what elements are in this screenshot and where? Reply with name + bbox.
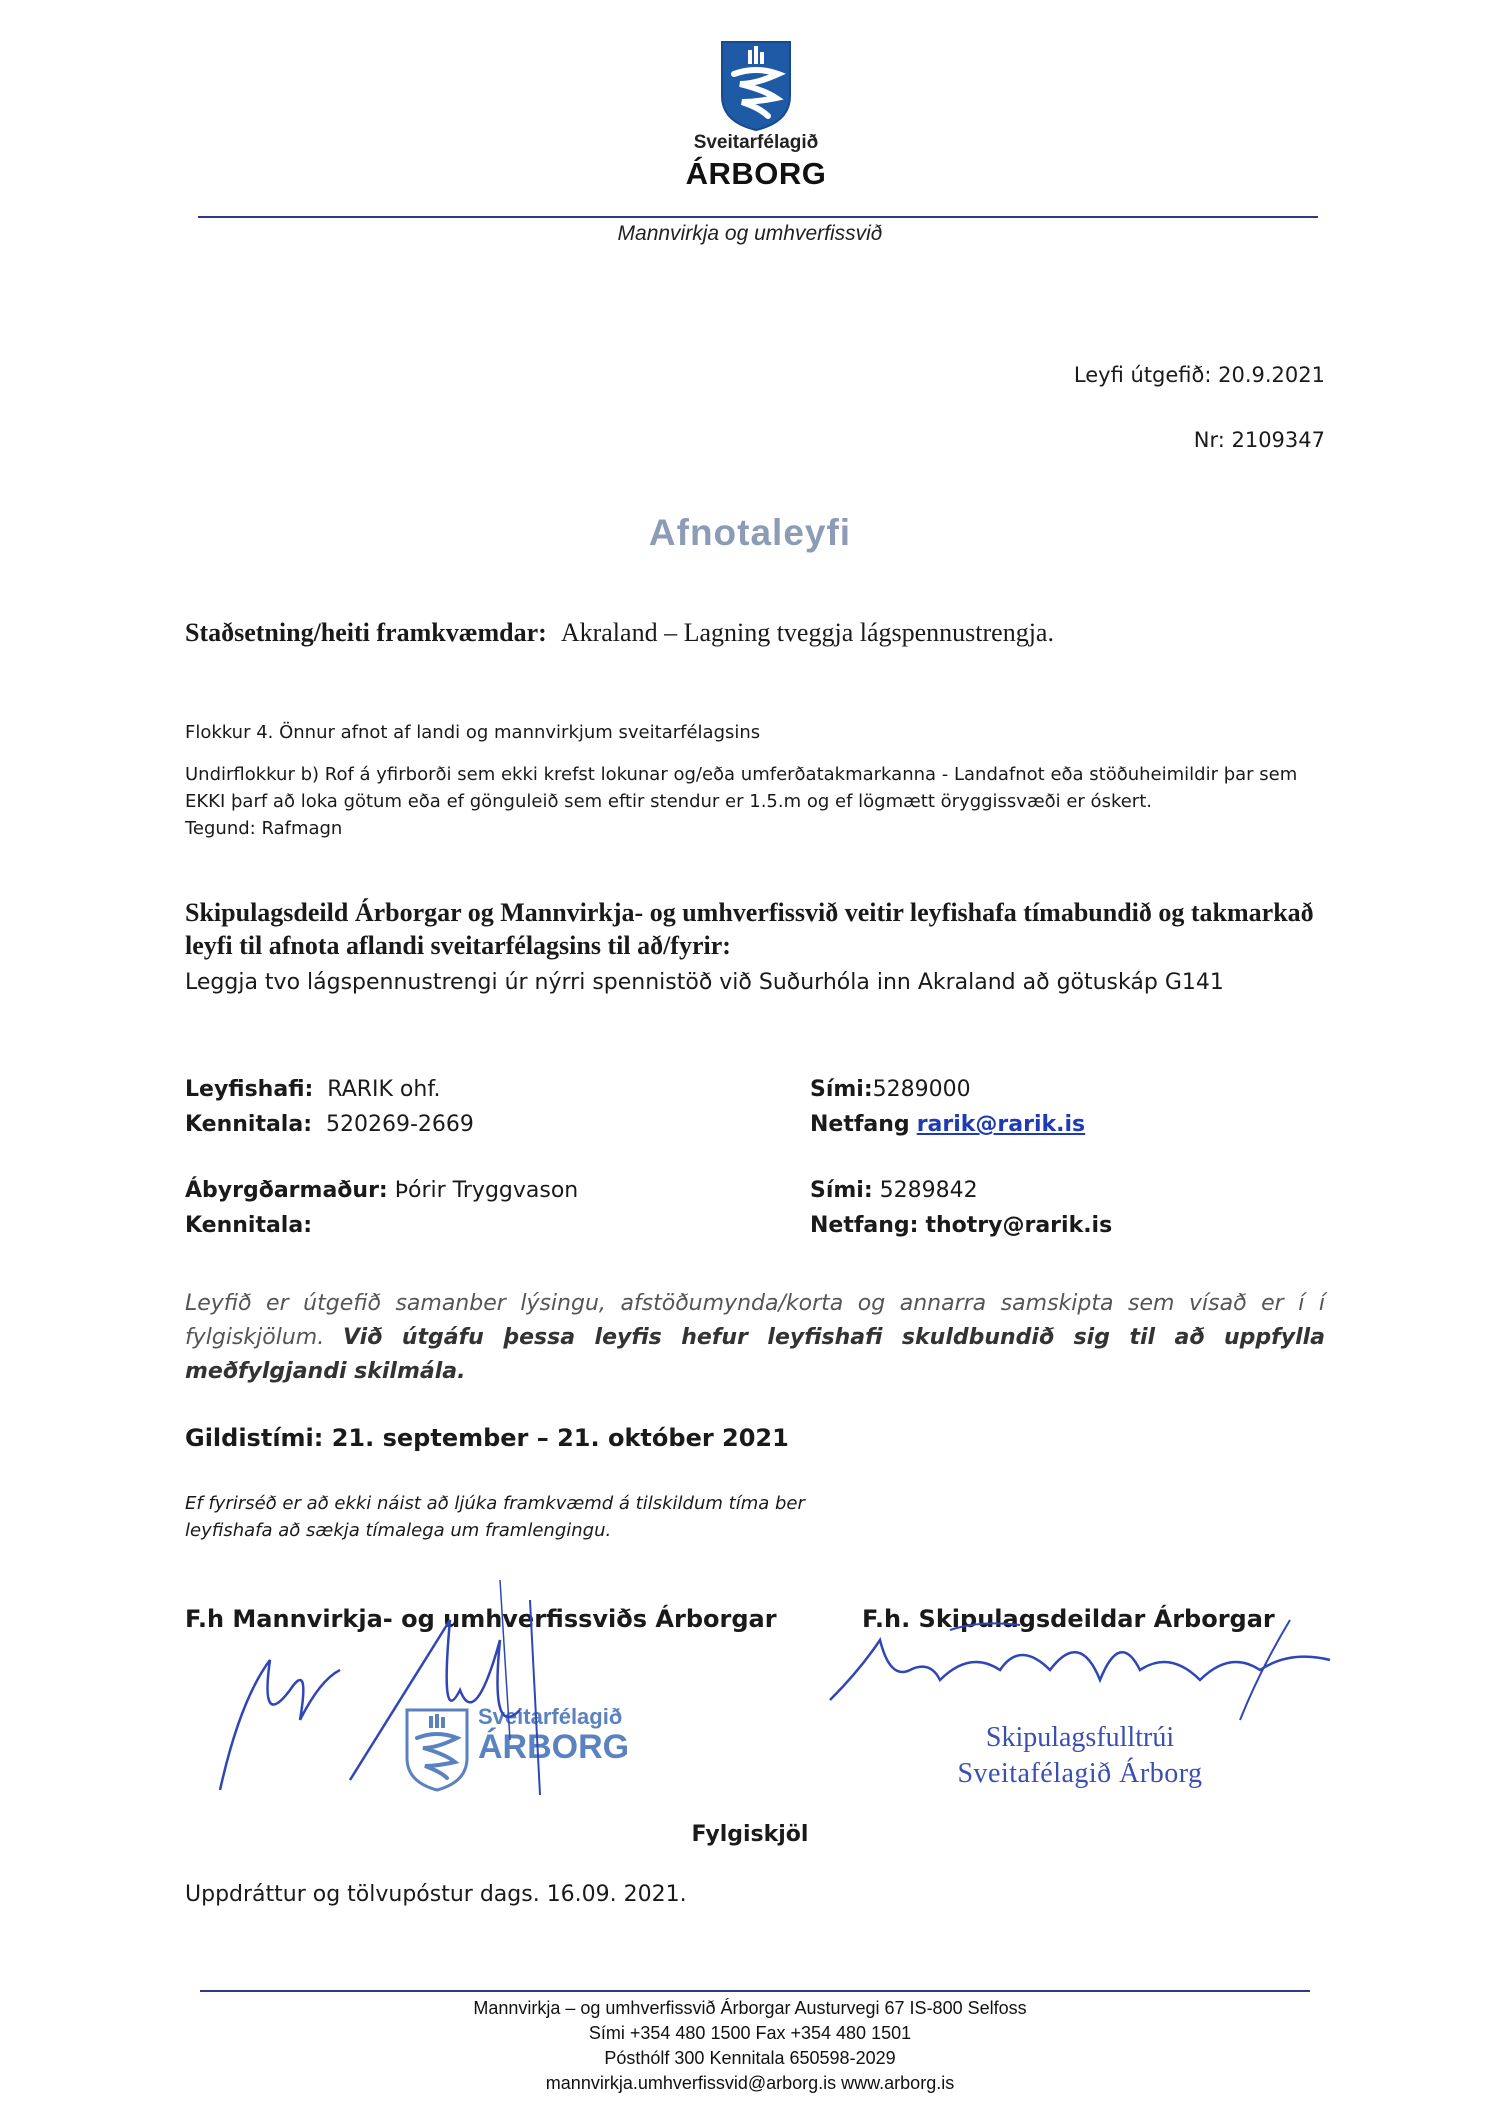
footer-line-2: Sími +354 480 1500 Fax +354 480 1501	[588, 2023, 912, 2043]
issued-date: Leyfi útgefið: 20.9.2021	[1073, 363, 1325, 387]
permit-holder-block	[185, 1072, 474, 1142]
responsible-phone-value: 5289842	[879, 1178, 978, 1203]
stamp-org-subtitle: Sveitarfélagið	[478, 1704, 623, 1729]
subcategory-text: Undirflokkur b) Rof á yfirborði sem ekki krefst lokunar og/eða umferðatakmarkanna - Landafnot eða stöðuheimildir þar sem EKKI þarf að loka götum eða ef gönguleið sem eftir stendur er 1.5.m og ef lögmætt öryggissvæði er óskert.	[185, 764, 1298, 812]
signature-right-label: F.h. Skipulagsdeildar Árborgar	[862, 1605, 1275, 1633]
handwritten-signature-left	[200, 1580, 580, 1810]
holder-email-label: Netfang	[810, 1112, 910, 1137]
category-line: Flokkur 4. Önnur afnot af landi og mannvirkjum sveitarfélagsins	[185, 722, 761, 743]
footer-line-3: Pósthólf 300 Kennitala 650598-2029	[604, 2048, 896, 2068]
location-value: Akraland – Lagning tveggja lágspennustrengja.	[560, 618, 1054, 647]
location-label: Staðsetning/heiti framkvæmdar:	[185, 618, 547, 647]
responsible-block	[185, 1173, 578, 1243]
permit-number: Nr: 2109347	[1193, 428, 1325, 452]
official-organization: Sveitafélagið Árborg	[957, 1758, 1203, 1789]
grant-purpose: Leggja tvo lágspennustrengi úr nýrri spennistöð við Suðurhóla inn Akraland að götuskáp G141	[185, 970, 1224, 995]
header-divider	[198, 216, 1318, 218]
holder-label: Leyfishafi:	[185, 1077, 314, 1102]
terms-part-2: Við útgáfu þessa leyfis hefur leyfishafi skuldbundið sig til að uppfylla meðfylgjandi skilmála.	[185, 1325, 1325, 1384]
footer-divider	[200, 1990, 1310, 1992]
permit-holder-contact	[810, 1072, 1085, 1142]
responsible-label: Ábyrgðarmaður:	[185, 1178, 388, 1203]
responsible-value: Þórir Tryggvason	[394, 1178, 579, 1203]
responsible-phone-label: Sími:	[810, 1178, 873, 1203]
footer-address	[330, 1996, 1170, 2096]
holder-id-label: Kennitala:	[185, 1112, 312, 1137]
validity-period: Gildistími: 21. september – 21. október 2021	[185, 1424, 789, 1452]
grant-statement: Skipulagsdeild Árborgar og Mannvirkja- og umhverfissvið veitir leyfishafa tímabundið og takmarkað leyfi til afnota aflandi sveitarfélagsins til að/fyrir:	[185, 898, 1314, 960]
holder-value: RARIK ohf.	[327, 1077, 441, 1102]
terms-paragraph	[185, 1287, 1325, 1389]
terms-part-1: Leyfið er útgefið samanber lýsingu, afstöðumynda/korta og annarra samskipta sem vísað er í í fylgiskjölum.	[185, 1291, 1325, 1350]
footer-line-4: mannvirkja.umhverfissvid@arborg.is www.arborg.is	[545, 2073, 955, 2093]
attachment-item: Uppdráttur og tölvupóstur dags. 16.09. 2021.	[185, 1882, 687, 1907]
responsible-email-label: Netfang:	[810, 1213, 919, 1238]
responsible-id-label: Kennitala:	[185, 1213, 312, 1238]
holder-email-link[interactable]: rarik@rarik.is	[916, 1112, 1086, 1137]
municipal-crest-icon	[720, 40, 792, 132]
org-subtitle: Sveitarfélagið	[693, 132, 819, 153]
responsible-email-value: thotry@rarik.is	[925, 1213, 1113, 1238]
attachments-heading: Fylgiskjöl	[691, 1822, 809, 1847]
location-row	[185, 618, 1054, 648]
signature-left-label: F.h Mannvirkja- og umhverfissviðs Árborgar	[185, 1605, 777, 1633]
handwritten-signature-right	[820, 1610, 1340, 1730]
holder-phone-value: 5289000	[872, 1077, 971, 1102]
stamp-org-name: ÁRBORG	[478, 1728, 630, 1766]
footer-line-1: Mannvirkja – og umhverfissvið Árborgar Austurvegi 67 IS-800 Selfoss	[473, 1998, 1027, 2018]
holder-phone-label: Sími:	[810, 1077, 873, 1102]
type-line: Tegund: Rafmagn	[185, 818, 343, 839]
official-title: Skipulagsfulltrúi	[985, 1722, 1175, 1753]
department-name: Mannvirkja og umhverfissvið	[617, 222, 883, 245]
holder-id-value: 520269-2669	[326, 1112, 474, 1137]
document-title: Afnotaleyfi	[648, 512, 852, 553]
extension-note: Ef fyrirséð er að ekki náist að ljúka framkvæmd á tilskildum tíma ber leyfishafa að sækja tímalega um framlengingu.	[185, 1493, 805, 1541]
responsible-contact	[810, 1173, 1112, 1243]
org-name: ÁRBORG	[685, 156, 827, 191]
